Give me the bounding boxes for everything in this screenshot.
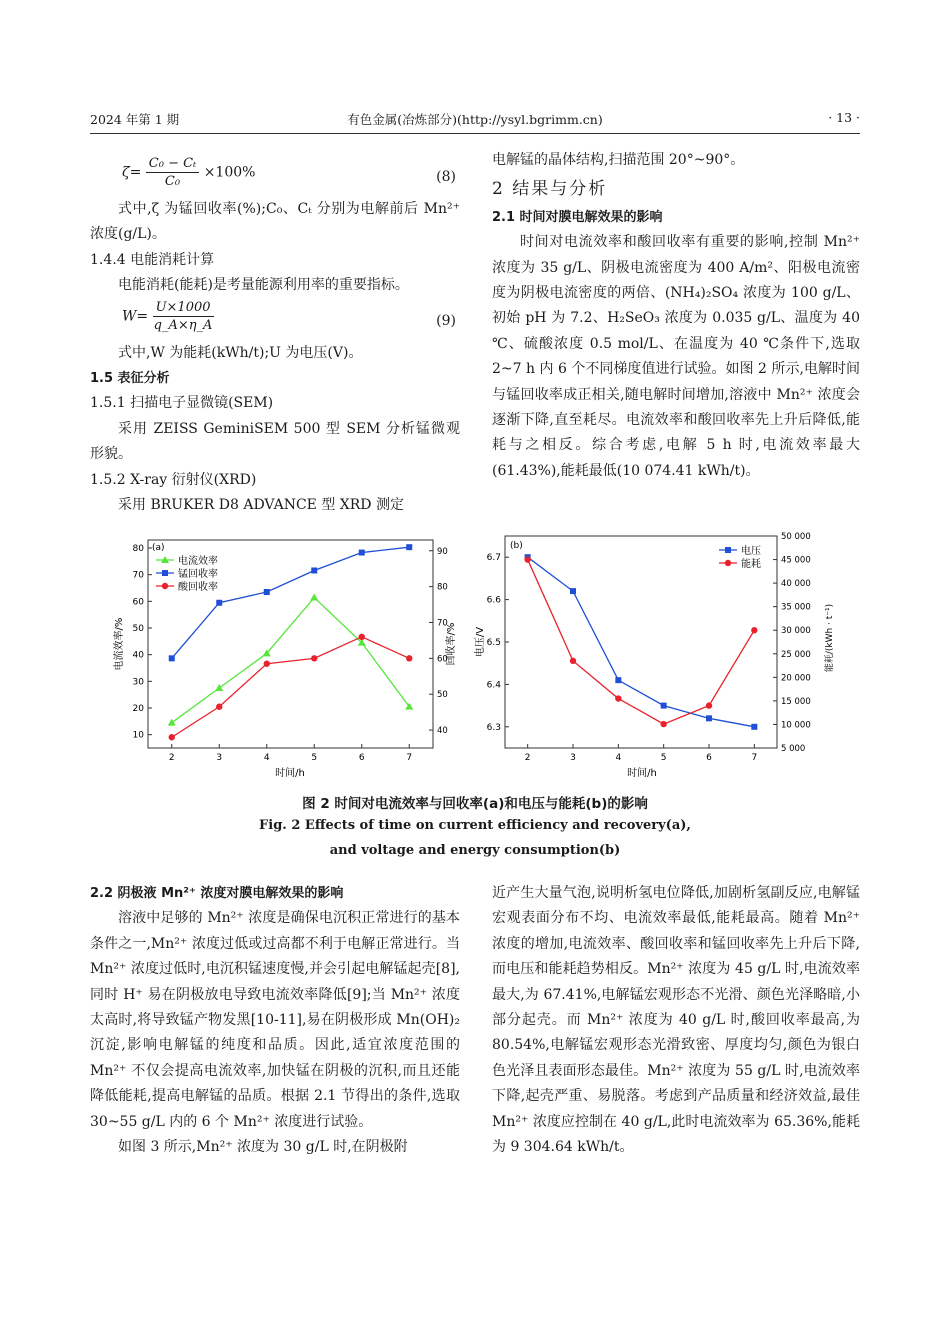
chart-b-y-left-tick-label: 6.5 <box>486 638 501 648</box>
chart-b-point-1 <box>751 627 757 633</box>
equation-9 <box>90 299 460 341</box>
chart-a-y-left-tick-label: 20 <box>132 704 144 714</box>
section-1-4-4: 1.4.4 电能消耗计算 <box>90 251 215 268</box>
journal-title: 有色金属(冶炼部分)(http://ysyl.bgrimm.cn) <box>347 112 603 127</box>
chart-a-y-right-tick-label: 40 <box>437 726 448 737</box>
chart-b-y-right-tick-label: 40 000 <box>781 579 811 590</box>
chart-a-legend-marker-2 <box>162 583 168 589</box>
chart-a-legend-label-1: 锰回收率 <box>178 569 218 580</box>
chart-a-point-0 <box>215 684 223 691</box>
eq9-numerator: U×1000 <box>153 299 214 317</box>
chart-b-ylabel-right: 能耗/(kWh · t⁻¹) <box>825 603 835 673</box>
chart-b-x-tick-label: 6 <box>706 753 712 763</box>
chart-b-y-right-tick-label: 35 000 <box>781 602 811 613</box>
chart-b-x-tick-label: 2 <box>524 753 531 763</box>
chart-a-y-left-tick-label: 40 <box>132 650 144 661</box>
chart-b-legend-marker-0 <box>725 547 731 553</box>
chart-b-point-1 <box>660 721 666 727</box>
chart-a-x-tick-label: 3 <box>216 753 223 763</box>
chart-a-y-left-tick-label: 50 <box>132 624 144 634</box>
chart-a <box>133 544 448 763</box>
chart-a-point-1 <box>406 544 412 550</box>
chart-b <box>487 532 811 763</box>
chart-a-y-right-tick-label: 60 <box>437 654 448 665</box>
chart-a-x-tick-label: 6 <box>358 753 365 763</box>
chart-a-point-0 <box>310 594 318 601</box>
chart-b-y-right-tick-label: 45 000 <box>781 555 811 566</box>
paragraph-xrd: 采用 BRUKER D8 ADVANCE 型 XRD 测定 <box>118 497 404 514</box>
figure-caption-en-line1: Fig. 2 Effects of time on current efficiency and recovery(a), <box>259 818 691 833</box>
chart-a-point-2 <box>359 634 365 640</box>
chart-a-y-right-tick-label: 50 <box>437 690 448 701</box>
eq9-fraction <box>153 299 214 334</box>
section-1-5-1: 1.5.1 扫描电子显微镜(SEM) <box>90 395 274 412</box>
figure-caption-zh: 图 2 时间对电流效率与回收率(a)和电压与能耗(b)的影响 <box>302 796 648 812</box>
chart-b-legend-label-0: 电压 <box>741 546 761 557</box>
chart-b-frame <box>505 536 777 748</box>
paragraph-2-1: 时间对电流效率和酸回收率有重要的影响,控制 Mn²⁺ 浓度为 35 g/L、阴极电流密度为 400 A/m²、阳极电流密度为阴极电流密度的两倍、(NH₄)₂SO₄ 浓度为 100 g/L、初始 pH 为 7.2、H₂SeO₃ 浓度为 0.035 g/L、温度为 40 ℃、硫酸浓度 0.5 mol/L、在温度为 40 ℃条件下,选取 2~7 h 内 6 个不同梯度值进行试验。如图 2 所示,电解时间与锰回收率成正相关,随电解时间增加,溶液中 Mn²⁺ 浓度会逐渐下降,直至耗尽。电流效率和酸回收率先上升后降低,能耗与之相反。综合考虑,电解 5 h 时,电流效率最大(61.43%),能耗最低(10 074.41 kWh/t)。 <box>492 234 860 479</box>
issue-label: 2024 年第 1 期 <box>90 112 180 127</box>
chart-a-point-2 <box>216 704 222 710</box>
figure-caption-en-line2: and voltage and energy consumption(b) <box>329 843 621 858</box>
section-2-2: 2.2 阴极液 Mn²⁺ 浓度对膜电解效果的影响 <box>90 886 344 901</box>
chart-a-y-right-tick-label: 70 <box>437 618 448 629</box>
chart-b-y-right-tick-label: 25 000 <box>781 649 811 660</box>
chart-a-y-left-tick-label: 10 <box>132 730 144 741</box>
right-column-top <box>492 148 860 484</box>
section-2-1: 2.1 时间对膜电解效果的影响 <box>492 209 663 225</box>
chart-a-y-right-tick-label: 90 <box>437 546 448 557</box>
right-column-bottom <box>492 881 860 1160</box>
chart-b-y-left-tick-label: 6.7 <box>486 553 501 564</box>
chart-b-ylabel-left: 电压/V <box>475 626 486 658</box>
paragraph-eq8-note: 式中,ζ 为锰回收率(%);C₀、Cₜ 分别为电解前后 Mn²⁺ 浓度(g/L)。 <box>90 201 460 243</box>
chart-b-y-right-tick-label: 10 000 <box>781 720 811 731</box>
chart-b-point-0 <box>570 588 576 594</box>
chart-b-panel-label: (b) <box>510 541 523 551</box>
paragraph-xrd-cont: 电解锰的晶体结构,扫描范围 20°~90°。 <box>492 152 745 168</box>
chart-a-panel-label: (a) <box>152 543 165 553</box>
chart-a-legend-label-0: 电流效率 <box>178 556 218 567</box>
paragraph-sem: 采用 ZEISS GeminiSEM 500 型 SEM 分析锰微观形貌。 <box>90 420 460 463</box>
left-column-bottom <box>90 881 460 1160</box>
chart-b-point-1 <box>570 658 576 664</box>
chart-a-point-1 <box>169 655 175 661</box>
chart-a-x-tick-label: 2 <box>168 753 175 763</box>
chart-b-point-0 <box>661 703 667 709</box>
paragraph-2-2-b: 如图 3 所示,Mn²⁺ 浓度为 30 g/L 时,在阴极附 <box>118 1139 408 1156</box>
chart-b-y-right-tick-label: 15 000 <box>781 696 811 707</box>
chart-b-x-tick-label: 7 <box>751 753 758 763</box>
chart-b-legend-label-1: 能耗 <box>741 559 761 570</box>
paragraph-2-2-c: 近产生大量气泡,说明析氢电位降低,加剧析氢副反应,电解锰宏观表面分布不均、电流效率最低,能耗最高。随着 Mn²⁺ 浓度的增加,电流效率、酸回收率和锰回收率先上升后下降,而电压和能耗趋势相反。Mn²⁺ 浓度为 45 g/L 时,电流效率最大,为 67.41%,电解锰宏观形态不光滑、颜色光泽略暗,小部分起壳。而 Mn²⁺ 浓度为 40 g/L 时,酸回收率最高,为 80.54%,电解锰宏观形态光滑致密、厚度均匀,颜色为银白色光泽且表面形态最佳。Mn²⁺ 浓度为 55 g/L 时,电流效率下降,起壳严重、易脱落。考虑到产品质量和经济效益,最佳 Mn²⁺ 浓度应控制在 40 g/L,此时电流效率为 65.36%,能耗为 9 304.64 kWh/t。 <box>492 885 860 1156</box>
chart-b-series-line-0 <box>528 557 755 727</box>
chart-a-x-tick-label: 5 <box>311 753 318 763</box>
chart-a-xlabel: 时间/h <box>275 768 305 779</box>
chart-b-legend-marker-1 <box>725 560 731 566</box>
chart-a-point-2 <box>311 655 317 661</box>
chart-a-y-left-tick-label: 70 <box>132 570 144 581</box>
chart-b-point-1 <box>615 695 621 701</box>
chart-b-x-tick-label: 4 <box>615 753 622 763</box>
chart-b-x-tick-label: 5 <box>660 753 667 763</box>
chart-b-y-left-tick-label: 6.6 <box>486 595 501 606</box>
chart-a-ylabel-right: 回收率/% <box>446 622 457 666</box>
chart-b-y-left-tick-label: 6.4 <box>486 680 501 691</box>
chart-b-point-0 <box>706 715 712 721</box>
chart-b-y-right-tick-label: 20 000 <box>781 673 811 684</box>
eq8-lhs: ζ= <box>122 164 142 181</box>
chart-a-ylabel-left: 电流效率/% <box>114 617 125 671</box>
chart-b-y-right-tick-label: 5 000 <box>781 744 806 754</box>
chart-b-point-0 <box>615 677 621 683</box>
chart-b-y-right-tick-label: 50 000 <box>781 532 811 542</box>
eq9-lhs: W= <box>122 308 149 325</box>
chart-a-point-0 <box>168 719 176 726</box>
section-2-heading: 2 结果与分析 <box>492 179 608 200</box>
chart-a-point-2 <box>264 661 270 667</box>
chart-a-point-1 <box>216 600 222 606</box>
eq8-numerator: C₀ − Cₜ <box>146 155 199 173</box>
chart-a-point-2 <box>169 734 175 740</box>
page-number: · 13 · <box>828 110 860 125</box>
eq8-rhs: ×100% <box>203 164 256 181</box>
chart-a-x-tick-label: 7 <box>406 753 413 763</box>
chart-a-y-right-tick-label: 80 <box>437 582 448 593</box>
chart-a-point-2 <box>406 655 412 661</box>
eq8-number: (8) <box>436 169 456 185</box>
left-column-top <box>90 155 460 518</box>
chart-a-legend-label-2: 酸回收率 <box>178 582 218 593</box>
chart-b-point-0 <box>751 724 757 730</box>
paragraph-2-2-a: 溶液中足够的 Mn²⁺ 浓度是确保电沉积正常进行的基本条件之一,Mn²⁺ 浓度过低或过高都不利于电解正常进行。当 Mn²⁺ 浓度过低时,电沉积锰速度慢,并会引起电解锰起壳[8],同时 H⁺ 易在阴极放电导致电流效率降低[9];当 Mn²⁺ 浓度太高时,将导致锰产物发黑[10-11],易在阴极形成 Mn(OH)₂ 沉淀,影响电解锰的纯度和品质。因此,适宜浓度范围的 Mn²⁺ 不仅会提高电流效率,加快锰在阴极的沉积,而且还能降低能耗,提高电解锰的品质。根据 2.1 节得出的条件,选取 30~55 g/L 内的 6 个 Mn²⁺ 浓度进行试验。 <box>90 910 460 1130</box>
chart-a-series-line-2 <box>172 637 410 737</box>
chart-b-point-1 <box>706 702 712 708</box>
header-rule <box>90 133 860 134</box>
eq9-denominator: q_A×η_A <box>153 317 213 333</box>
paragraph-eq9-note: 式中,W 为能耗(kWh/t);U 为电压(V)。 <box>118 344 363 361</box>
figure-2 <box>0 528 950 788</box>
chart-a-point-1 <box>264 589 270 595</box>
chart-b-point-1 <box>524 556 530 562</box>
chart-a-legend-marker-1 <box>162 570 168 576</box>
paragraph-energy: 电能消耗(能耗)是考量能源利用率的重要指标。 <box>118 277 409 294</box>
eq9-number: (9) <box>436 312 456 329</box>
chart-a-y-left-tick-label: 60 <box>132 597 144 608</box>
chart-b-xlabel: 时间/h <box>627 768 657 779</box>
chart-b-y-left-tick-label: 6.3 <box>486 722 501 733</box>
running-header <box>90 110 860 132</box>
eq8-fraction <box>146 155 199 190</box>
section-1-5: 1.5 表征分析 <box>90 371 170 387</box>
chart-b-series-line-1 <box>528 560 755 725</box>
equation-8 <box>90 155 460 197</box>
section-1-5-2: 1.5.2 X-ray 衍射仪(XRD) <box>90 471 257 488</box>
chart-b-y-right-tick-label: 30 000 <box>781 626 811 637</box>
chart-a-point-1 <box>311 567 317 573</box>
chart-a-x-tick-label: 4 <box>263 753 270 763</box>
chart-a-y-left-tick-label: 30 <box>132 677 144 688</box>
chart-a-y-left-tick-label: 80 <box>132 544 144 554</box>
chart-b-x-tick-label: 3 <box>570 753 576 763</box>
chart-a-point-1 <box>359 550 365 556</box>
eq8-denominator: C₀ <box>164 174 181 189</box>
